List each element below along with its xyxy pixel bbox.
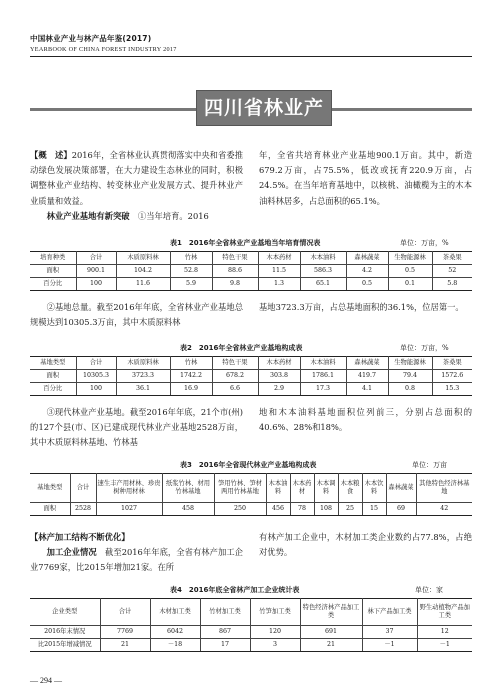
table1-unit: 单位：万亩，%	[400, 239, 449, 247]
table1	[30, 251, 472, 291]
running-header-en: YEARBOOK OF CHINA FOREST INDUSTRY 2017	[30, 46, 177, 53]
table-cell: 52.8	[170, 265, 212, 278]
column-header: 竹林	[170, 252, 212, 265]
table-cell: 36.1	[116, 383, 170, 396]
table-cell: 17.3	[300, 383, 346, 396]
table-cell: 37	[362, 626, 417, 639]
table-cell: 1742.2	[170, 370, 212, 383]
table-cell: 691	[300, 626, 362, 639]
para3-right	[259, 405, 472, 435]
column-header: 特色干果	[212, 357, 258, 370]
column-header: 竹笋加工类	[250, 599, 300, 626]
column-header: 特色干果	[212, 252, 258, 265]
table-row	[30, 639, 472, 652]
table-row	[30, 626, 472, 639]
table-cell: 42	[416, 503, 472, 516]
header-rule	[30, 56, 472, 57]
column-header: 基地类型	[30, 357, 76, 370]
table2	[30, 356, 472, 396]
table-cell: 108	[314, 503, 338, 516]
table-cell: 比2015年增减情况	[30, 639, 100, 652]
table-cell: 10305.3	[76, 370, 116, 383]
table-cell: 303.8	[258, 370, 300, 383]
table-cell: 面积	[30, 503, 70, 516]
table-cell: 12	[417, 626, 472, 639]
table-cell: 120	[250, 626, 300, 639]
column-header: 木本药材	[258, 252, 300, 265]
table-cell: 25	[338, 503, 362, 516]
column-header: 木本饮料	[362, 474, 386, 503]
para2-right	[259, 300, 472, 315]
para3-left	[30, 405, 243, 451]
table-cell: 2528	[70, 503, 96, 516]
table-cell: 5.9	[170, 278, 212, 291]
table-cell: 1786.1	[300, 370, 346, 383]
table-cell: 面积	[30, 265, 76, 278]
column-header: 竹材加工类	[200, 599, 250, 626]
intro-right-column	[259, 148, 472, 209]
intro-left-text: 2016年，全省林业认真贯彻落实中央和省委推动绿色发展决策部署，在大力建设生态林业的同时，积极调整林业产业结构、转变林业产业发展方式、提升林业产业质量和效益。	[30, 150, 243, 206]
table-cell: 78	[290, 503, 314, 516]
chapter-title-band	[30, 90, 472, 153]
section-heading: 【林产加工结构不断优化】	[30, 532, 130, 542]
table-cell: 458	[162, 503, 214, 516]
table-cell: 0.8	[388, 383, 432, 396]
table-cell: 69	[386, 503, 416, 516]
table-cell: －18	[150, 639, 200, 652]
table4-caption: 表4 2016年底全省林产加工企业统计表	[170, 586, 300, 594]
table-cell: 100	[76, 278, 116, 291]
table-cell: 6042	[150, 626, 200, 639]
table3	[30, 473, 472, 516]
chapter-title: 四川省林业产业	[203, 97, 324, 153]
table-cell: 11.5	[258, 265, 300, 278]
para2-left	[30, 300, 243, 330]
table2-caption: 表2 2016年全省林业产业基地构成表	[180, 344, 303, 352]
table-cell: 2.9	[258, 383, 300, 396]
table-header-row	[30, 474, 472, 503]
para3-left-text: ③现代林业产业基地。截至2016年年底，21个市(州)的127个县(市、区)已建成现代林业产业基地2528万亩，其中木质原料林基地、竹林基	[30, 407, 243, 448]
column-header: 纸浆竹林、材用竹林基地	[162, 474, 214, 503]
column-header: 木质原料林	[116, 357, 170, 370]
column-header: 森林蔬菜	[386, 474, 416, 503]
column-header: 森林蔬菜	[346, 357, 388, 370]
para2-left-text: ②基地总量。截至2016年年底，全省林业产业基地总规模达到10305.3万亩，其中木质原料林	[30, 302, 243, 328]
intro-left-column	[30, 148, 243, 224]
table-cell: 5.8	[432, 278, 472, 291]
table-cell: －1	[417, 639, 472, 652]
column-header: 速生丰产用材林、珍贵树种用材林	[96, 474, 162, 503]
column-header: 野生动植物产品加工类	[417, 599, 472, 626]
table1-caption: 表1 2016年全省林业产业基地当年培育情况表	[170, 239, 321, 247]
column-header: 木本药材	[290, 474, 314, 503]
column-header: 合计	[76, 252, 116, 265]
column-header: 茶桑果	[432, 357, 472, 370]
table-cell: －1	[362, 639, 417, 652]
page-number: — 294 —	[30, 676, 62, 685]
column-header: 生物能源林	[388, 357, 432, 370]
table-cell: 586.3	[300, 265, 346, 278]
table-cell: 4.2	[346, 265, 388, 278]
table-cell: 419.7	[346, 370, 388, 383]
table-header-row	[30, 599, 472, 626]
table-cell: 0.5	[346, 278, 388, 291]
section-left-column	[30, 530, 243, 576]
table-cell: 0.1	[388, 278, 432, 291]
table-cell: 面积	[30, 370, 76, 383]
table-row	[30, 383, 472, 396]
table-cell: 17	[200, 639, 250, 652]
running-header-cn: 中国林业产业与林产品年鉴(2017)	[30, 34, 152, 43]
table-cell: 百分比	[30, 383, 76, 396]
table-row	[30, 503, 472, 516]
para3-right-text: 地和木本油料基地面积位列前三，分别占总面积的40.6%、28%和18%。	[259, 407, 472, 433]
table-cell: 79.4	[388, 370, 432, 383]
table-cell: 百分比	[30, 278, 76, 291]
table-cell: 7769	[100, 626, 150, 639]
column-header: 木本粮食	[338, 474, 362, 503]
table-cell: 867	[200, 626, 250, 639]
table-cell: 21	[300, 639, 362, 652]
column-header: 合计	[70, 474, 96, 503]
table-cell: 900.1	[76, 265, 116, 278]
column-header: 木本油料	[300, 252, 346, 265]
table-cell: 9.8	[212, 278, 258, 291]
intro-label: 【概 述】	[30, 150, 72, 160]
table-row	[30, 265, 472, 278]
column-header: 木本调料	[314, 474, 338, 503]
table-cell: 100	[76, 383, 116, 396]
table-cell: 1027	[96, 503, 162, 516]
intro-right-text: 年，全省共培育林业产业基地900.1万亩。其中，新造679.2万亩，占75.5%，低改或抚育220.9万亩，占24.5%。在当年培育基地中，以核桃、油橄榄为主的木本油料林居多，占总面积的65.1%。	[259, 150, 472, 206]
table-cell: 0.5	[388, 265, 432, 278]
table-row	[30, 370, 472, 383]
table3-caption: 表3 2016年全省现代林业产业基地构成表	[180, 461, 317, 469]
table3-unit: 单位：万亩	[412, 461, 447, 469]
table-header-row	[30, 357, 472, 370]
column-header: 竹林	[170, 357, 212, 370]
column-header: 基地类型	[30, 474, 70, 503]
column-header: 合计	[100, 599, 150, 626]
column-header: 木本油料	[266, 474, 290, 503]
table-cell: 11.6	[116, 278, 170, 291]
table-cell: 250	[214, 503, 266, 516]
table-cell: 88.6	[212, 265, 258, 278]
column-header: 木质原料林	[116, 252, 170, 265]
table-cell: 4.1	[346, 383, 388, 396]
table-cell: 678.2	[212, 370, 258, 383]
column-header: 企业类型	[30, 599, 100, 626]
table-cell: 6.6	[212, 383, 258, 396]
table-header-row	[30, 252, 472, 265]
column-header: 生物能源林	[388, 252, 432, 265]
intro-subtext: ①当年培育。2016	[137, 210, 209, 221]
column-header: 其他特色经济林基地	[416, 474, 472, 503]
table-cell: 1572.6	[432, 370, 472, 383]
column-header: 森林蔬菜	[346, 252, 388, 265]
section-left-text: 截至2016年年底，全省有林产加工企业7769家，比2015年增加21家。在所	[30, 547, 243, 573]
intro-subheading: 林业产业基地有新突破	[46, 210, 130, 221]
table-cell: 21	[100, 639, 150, 652]
section-subheading: 加工企业情况	[46, 547, 97, 558]
column-header: 笋用竹林、笋材两用竹林基地	[214, 474, 266, 503]
table-cell: 52	[432, 265, 472, 278]
table-row	[30, 278, 472, 291]
chapter-title-box	[196, 90, 332, 153]
column-header: 木本药材	[258, 357, 300, 370]
table-cell: 2016年末情况	[30, 626, 100, 639]
table-cell: 16.9	[170, 383, 212, 396]
table-cell: 1.3	[258, 278, 300, 291]
column-header: 合计	[76, 357, 116, 370]
table-cell: 456	[266, 503, 290, 516]
table-cell: 15	[362, 503, 386, 516]
column-header: 特色经济林产品加工类	[300, 599, 362, 626]
table4-unit: 单位：家	[415, 586, 443, 594]
column-header: 木本油料	[300, 357, 346, 370]
table-cell: 15.3	[432, 383, 472, 396]
column-header: 木材加工类	[150, 599, 200, 626]
table-cell: 65.1	[300, 278, 346, 291]
table-cell: 3723.3	[116, 370, 170, 383]
column-header: 林下产品加工类	[362, 599, 417, 626]
table-cell: 104.2	[116, 265, 170, 278]
section-right-text: 有林产加工企业中，木材加工类企业数约占77.8%，占绝对优势。	[259, 532, 472, 558]
table4	[30, 598, 472, 652]
table2-unit: 单位：万亩，%	[400, 344, 449, 352]
para2-right-text: 基地3723.3万亩，占总基地面积的36.1%，位居第一。	[259, 302, 464, 312]
table-cell: 3	[250, 639, 300, 652]
column-header: 茶桑果	[432, 252, 472, 265]
section-right-column	[259, 530, 472, 560]
column-header: 培育种类	[30, 252, 76, 265]
